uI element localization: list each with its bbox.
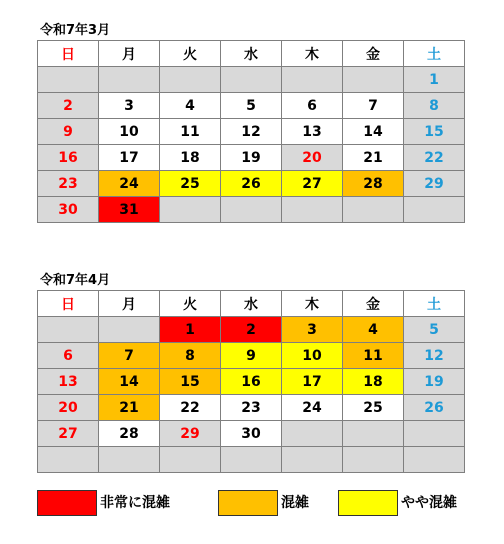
day-cell: 27	[282, 171, 343, 197]
empty-day-cell	[160, 447, 221, 473]
empty-day-cell	[282, 197, 343, 223]
day-cell: 8	[160, 343, 221, 369]
weekday-header: 日	[38, 41, 99, 67]
weekday-header: 木	[282, 291, 343, 317]
empty-day-cell	[343, 197, 404, 223]
day-cell: 21	[343, 145, 404, 171]
day-cell: 1	[404, 67, 465, 93]
empty-day-cell	[221, 197, 282, 223]
day-cell: 19	[404, 369, 465, 395]
week-row	[38, 343, 465, 369]
legend-label-busy: 混雑	[281, 495, 309, 511]
week-row	[38, 145, 465, 171]
legend-swatch-busy	[218, 490, 278, 516]
day-cell: 6	[282, 93, 343, 119]
month-calendar-table	[37, 40, 465, 223]
weekday-header: 金	[343, 291, 404, 317]
legend-label-some: やや混雑	[401, 495, 457, 511]
week-row	[38, 171, 465, 197]
empty-day-cell	[343, 421, 404, 447]
weekday-header-row	[38, 41, 465, 67]
empty-day-cell	[99, 67, 160, 93]
empty-day-cell	[221, 67, 282, 93]
legend-label-very: 非常に混雑	[100, 495, 170, 511]
weekday-header: 木	[282, 41, 343, 67]
week-row	[38, 197, 465, 223]
weekday-header: 水	[221, 291, 282, 317]
day-cell: 7	[343, 93, 404, 119]
day-cell: 3	[99, 93, 160, 119]
day-cell: 25	[343, 395, 404, 421]
day-cell: 26	[404, 395, 465, 421]
day-cell: 10	[99, 119, 160, 145]
day-cell: 23	[38, 171, 99, 197]
day-cell: 23	[221, 395, 282, 421]
empty-day-cell	[404, 421, 465, 447]
day-cell: 24	[282, 395, 343, 421]
empty-day-cell	[282, 447, 343, 473]
day-cell: 26	[221, 171, 282, 197]
day-cell: 4	[343, 317, 404, 343]
day-cell: 24	[99, 171, 160, 197]
day-cell: 22	[404, 145, 465, 171]
empty-day-cell	[99, 447, 160, 473]
day-cell: 16	[38, 145, 99, 171]
week-row	[38, 119, 465, 145]
day-cell: 18	[160, 145, 221, 171]
day-cell: 17	[282, 369, 343, 395]
weekday-header: 金	[343, 41, 404, 67]
empty-day-cell	[160, 197, 221, 223]
empty-day-cell	[343, 447, 404, 473]
day-cell: 19	[221, 145, 282, 171]
empty-day-cell	[343, 67, 404, 93]
day-cell: 8	[404, 93, 465, 119]
week-row	[38, 447, 465, 473]
day-cell: 30	[38, 197, 99, 223]
month-title: 令和7年3月	[40, 23, 111, 38]
day-cell: 28	[343, 171, 404, 197]
empty-day-cell	[38, 67, 99, 93]
day-cell: 2	[38, 93, 99, 119]
empty-day-cell	[404, 447, 465, 473]
day-cell: 18	[343, 369, 404, 395]
day-cell: 25	[160, 171, 221, 197]
empty-day-cell	[404, 197, 465, 223]
day-cell: 31	[99, 197, 160, 223]
empty-day-cell	[282, 421, 343, 447]
empty-day-cell	[38, 447, 99, 473]
day-cell: 28	[99, 421, 160, 447]
day-cell: 15	[404, 119, 465, 145]
day-cell: 13	[38, 369, 99, 395]
weekday-header: 火	[160, 291, 221, 317]
day-cell: 5	[404, 317, 465, 343]
empty-day-cell	[282, 67, 343, 93]
day-cell: 21	[99, 395, 160, 421]
weekday-header: 水	[221, 41, 282, 67]
day-cell: 11	[160, 119, 221, 145]
weekday-header: 火	[160, 41, 221, 67]
week-row	[38, 421, 465, 447]
day-cell: 10	[282, 343, 343, 369]
day-cell: 15	[160, 369, 221, 395]
day-cell: 12	[221, 119, 282, 145]
day-cell: 9	[38, 119, 99, 145]
day-cell: 2	[221, 317, 282, 343]
day-cell: 20	[282, 145, 343, 171]
day-cell: 16	[221, 369, 282, 395]
weekday-header: 土	[404, 41, 465, 67]
empty-day-cell	[160, 67, 221, 93]
day-cell: 20	[38, 395, 99, 421]
week-row	[38, 395, 465, 421]
week-row	[38, 317, 465, 343]
day-cell: 6	[38, 343, 99, 369]
day-cell: 11	[343, 343, 404, 369]
day-cell: 13	[282, 119, 343, 145]
empty-day-cell	[38, 317, 99, 343]
empty-day-cell	[221, 447, 282, 473]
week-row	[38, 93, 465, 119]
day-cell: 1	[160, 317, 221, 343]
month-title: 令和7年4月	[40, 273, 111, 288]
day-cell: 5	[221, 93, 282, 119]
day-cell: 4	[160, 93, 221, 119]
week-row	[38, 369, 465, 395]
weekday-header: 月	[99, 291, 160, 317]
day-cell: 27	[38, 421, 99, 447]
day-cell: 14	[343, 119, 404, 145]
weekday-header: 月	[99, 41, 160, 67]
day-cell: 9	[221, 343, 282, 369]
weekday-header-row	[38, 291, 465, 317]
weekday-header: 土	[404, 291, 465, 317]
empty-day-cell	[99, 317, 160, 343]
day-cell: 3	[282, 317, 343, 343]
month-calendar-table	[37, 290, 465, 473]
weekday-header: 日	[38, 291, 99, 317]
legend-swatch-some	[338, 490, 398, 516]
day-cell: 22	[160, 395, 221, 421]
day-cell: 12	[404, 343, 465, 369]
day-cell: 7	[99, 343, 160, 369]
day-cell: 29	[160, 421, 221, 447]
week-row	[38, 67, 465, 93]
day-cell: 14	[99, 369, 160, 395]
day-cell: 29	[404, 171, 465, 197]
legend-swatch-very	[37, 490, 97, 516]
day-cell: 30	[221, 421, 282, 447]
day-cell: 17	[99, 145, 160, 171]
